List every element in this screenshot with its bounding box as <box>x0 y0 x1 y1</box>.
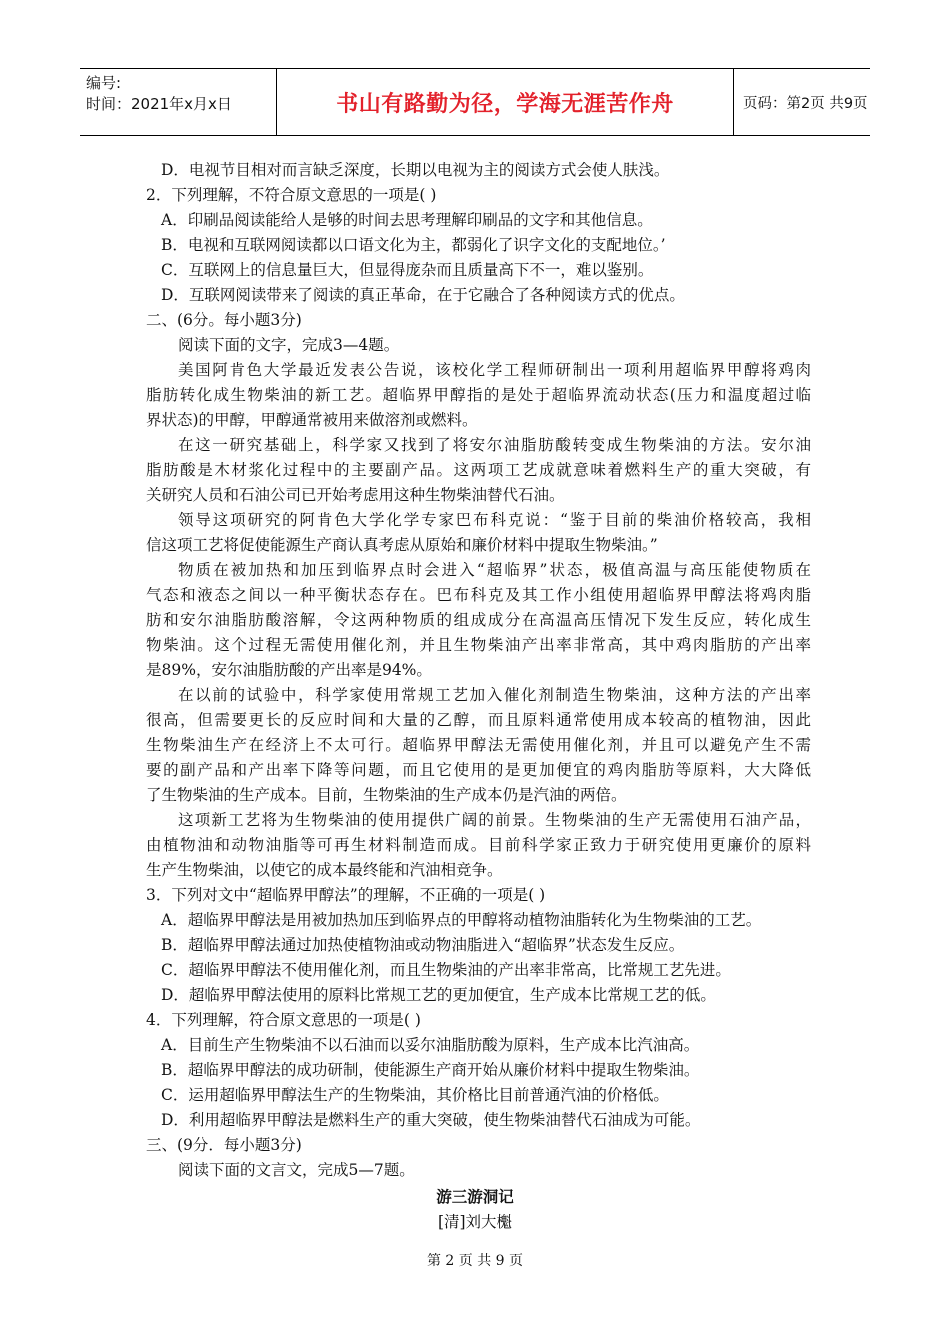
passage-line: 脂肪转化成生物柴油的新工艺。超临界甲醇指的是处于超临界流动状态(压力和温度超过临 <box>146 386 811 404</box>
passage-line: 由植物油和动物油脂等可再生材料制造而成。目前科学家正致力于研究使用更廉价的原料 <box>146 836 811 854</box>
passage-line: 很高，但需要更长的反应时间和大量的乙醇，而且原料通常使用成本较高的植物油，因此 <box>146 711 811 729</box>
passage-line: 在以前的试验中，科学家使用常规工艺加入催化剂制造生物柴油，这种方法的产出率 <box>178 686 811 704</box>
option-line: A．超临界甲醇法是用被加热加压到临界点的甲醇将动植物油脂转化为生物柴油的工艺。 <box>161 911 762 929</box>
instruction-line: 阅读下面的文字，完成3—4题。 <box>178 336 400 354</box>
passage-line: 界状态)的甲醇，甲醇通常被用来做溶剂或燃料。 <box>146 411 478 429</box>
instruction-line: 阅读下面的文言文，完成5—7题。 <box>178 1161 415 1179</box>
option-line: A．印刷品阅读能给人是够的时间去思考理解印刷品的文字和其他信息。 <box>161 211 653 229</box>
section-heading: 二、(6分。每小题3分) <box>146 311 302 329</box>
header-meta <box>80 69 276 135</box>
passage-line: 是89%，安尔油脂肪酸的产出率是94%。 <box>146 661 432 679</box>
option-line: C．互联网上的信息量巨大，但显得庞杂而且质量高下不一，难以鉴别。 <box>161 261 654 279</box>
code-label: 编号: <box>86 74 122 92</box>
option-line: B．超临界甲醇法通过加热使植物油或动物油脂进入“超临界”状态发生反应。 <box>161 936 685 954</box>
essay-title: 游三游洞记 <box>436 1188 514 1206</box>
question-line: 2．下列理解，不符合原文意思的一项是( ) <box>146 186 437 204</box>
motto-text: 书山有路勤为径，学海无涯苦作舟 <box>336 91 674 117</box>
option-line: A．目前生产生物柴油不以石油而以妥尔油脂肪酸为原料，生产成本比汽油高。 <box>161 1036 700 1054</box>
question-line: 4．下列理解，符合原文意思的一项是( ) <box>146 1011 421 1029</box>
date-label: 时间：2021年x月x日 <box>86 95 232 113</box>
page-footer: 第 2 页 共 9 页 <box>426 1253 524 1269</box>
passage-line: 生产生物柴油，以使它的成本最终能和汽油相竞争。 <box>146 861 503 879</box>
option-line: D．利用超临界甲醇法是燃料生产的重大突破，使生物柴油替代石油成为可能。 <box>161 1111 701 1129</box>
passage-line: 脂肪酸是木材浆化过程中的主要副产品。这两项工艺成就意味着燃料生产的重大突破，有 <box>146 461 811 479</box>
passage-line: 气态和液态之间以一种平衡状态存在。巴布科克及其工作小组使用超临界甲醇法将鸡肉脂 <box>146 586 811 604</box>
essay-author: [清]刘大櫆 <box>437 1213 513 1231</box>
option-line: D．电视节目相对而言缺乏深度，长期以电视为主的阅读方式会使人肤浅。 <box>161 161 670 179</box>
option-line: B．电视和互联网阅读都以口语文化为主，都弱化了识字文化的支配地位。’ <box>161 236 666 254</box>
option-line: D．超临界甲醇法使用的原料比常规工艺的更加便宜，生产成本比常规工艺的低。 <box>161 986 716 1004</box>
passage-line: 生物柴油生产在经济上不太可行。超临界甲醇法无需使用催化剂，并且可以避免产生不需 <box>146 736 811 754</box>
header-motto <box>276 69 734 135</box>
option-line: C．运用超临界甲醇法生产的生物柴油，其价格比目前普通汽油的价格低。 <box>161 1086 669 1104</box>
option-line: C．超临界甲醇法不使用催化剂，而且生物柴油的产出率非常高，比常规工艺先进。 <box>161 961 731 979</box>
page-header <box>80 68 870 136</box>
passage-line: 领导这项研究的阿肯色大学化学专家巴布科克说：“鉴于目前的柴油价格较高，我相 <box>178 511 811 529</box>
passage-line: 肪和安尔油脂肪酸溶解，令这两种物质的组成成分在高温高压情况下发生反应，转化成生 <box>146 611 811 629</box>
passage-line: 了生物柴油的生产成本。目前，生物柴油的生产成本仍是汽油的两倍。 <box>146 786 627 804</box>
passage-line: 物柴油。这个过程无需使用催化剂，并且生物柴油产出率非常高，其中鸡肉脂肪的产出率 <box>146 636 811 654</box>
passage-line: 美国阿肯色大学最近发表公告说，该校化学工程师研制出一项利用超临界甲醇将鸡肉 <box>178 361 811 379</box>
passage-line: 在这一研究基础上，科学家又找到了将安尔油脂肪酸转变成生物柴油的方法。安尔油 <box>178 436 811 454</box>
question-line: 3．下列对文中“超临界甲醇法”的理解，不正确的一项是( ) <box>146 886 546 904</box>
passage-line: 这项新工艺将为生物柴油的使用提供广阔的前景。生物柴油的生产无需使用石油产品， <box>178 811 811 829</box>
page-indicator: 页码：第2页 共9页 <box>743 95 868 112</box>
section-heading: 三、(9分．每小题3分) <box>146 1136 302 1154</box>
passage-line: 信这项工艺将促使能源生产商认真考虑从原始和廉价材料中提取生物柴油。” <box>146 536 658 554</box>
passage-line: 物质在被加热和加压到临界点时会进入“超临界”状态，极值高温与高压能使物质在 <box>178 561 811 579</box>
option-line: D．互联网阅读带来了阅读的真正革命，在于它融合了各种阅读方式的优点。 <box>161 286 685 304</box>
option-line: B．超临界甲醇法的成功研制，使能源生产商开始从廉价材料中提取生物柴油。 <box>161 1061 700 1079</box>
passage-line: 关研究人员和石油公司已开始考虑用这种生物柴油替代石油。 <box>146 486 565 504</box>
passage-line: 要的副产品和产出率下降等问题，而且它使用的是更加便宜的鸡肉脂肪等原料，大大降低 <box>146 761 811 779</box>
